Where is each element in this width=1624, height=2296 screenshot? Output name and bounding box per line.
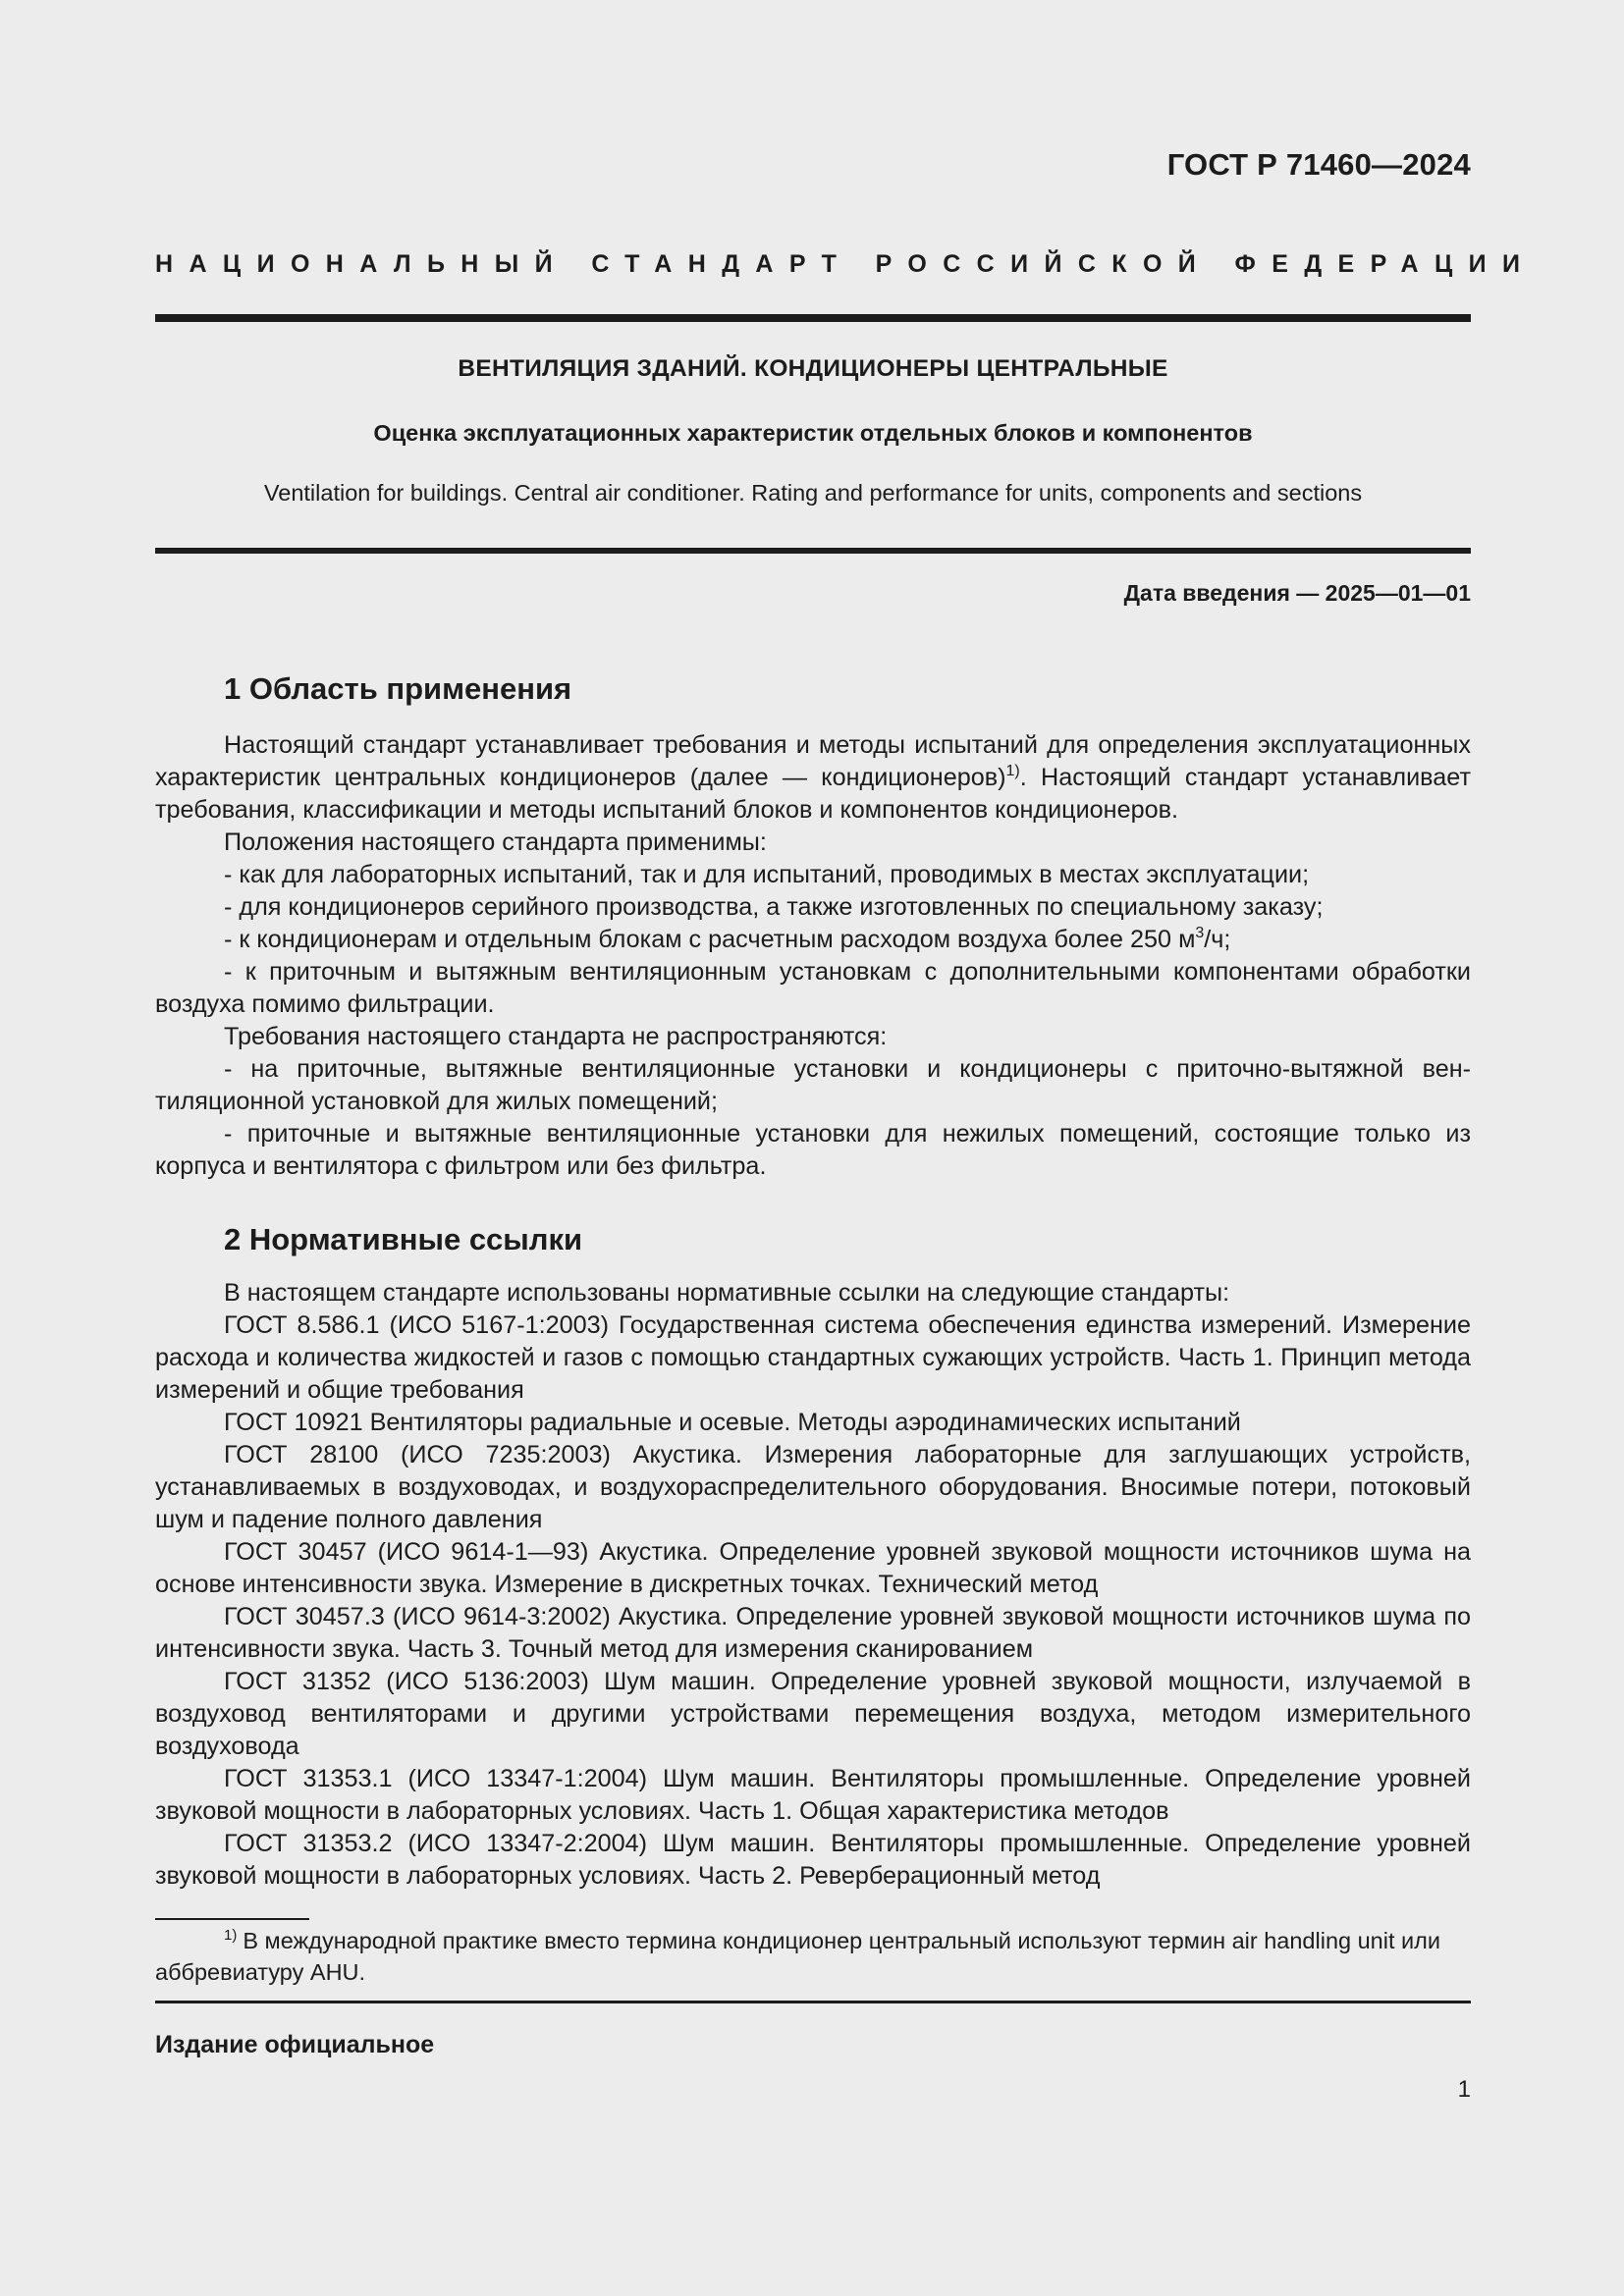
footnote-mark: 1) (224, 1927, 238, 1944)
document-subtitle: Оценка эксплуатационных характеристик отдельных блоков и компонентов (373, 420, 1253, 446)
paragraph: Положения настоящего стандарта применимы: (224, 828, 767, 856)
official-edition-label: Издание официальное (155, 2031, 435, 2058)
page-number: 1 (1457, 2076, 1471, 2103)
list-item: - к кондиционерам и отдельным блокам с расчетным расходом воздуха более 250 $м^3/ч$; (224, 925, 1231, 953)
section-heading-references: 2 Нормативные ссылки (224, 1222, 583, 1256)
english-title: Ventilation for buildings. Central air conditioner. Rating and performance for units, components and sections (263, 480, 1363, 506)
reference-item: ГОСТ 30457 (ИСО 9614-1—93) Акустика. Определение уровней звуковой мощности источников шума на основе интенсивности звука. Измерение в дискретных точках. Технический метод (155, 1538, 1471, 1598)
footnote-ref[interactable]: 1) (1005, 763, 1020, 779)
reference-item: ГОСТ 30457.3 (ИСО 9614-3:2002) Акустика. Определение уровней звуковой мощности источников шума по интенсивности звука. Часть 3. Точный метод для измерения сканированием (155, 1603, 1471, 1663)
paragraph: Требования настоящего стандарта не распространяются: (224, 1023, 888, 1050)
list-item: - на приточные, вытяжные вентиляционные установки и кондиционеры с приточно-вытяжной вентиляционной установкой для жилых помещений; (155, 1055, 1471, 1115)
top-divider (155, 314, 1471, 322)
introduction-date: Дата введения — 2025—01—01 (1123, 580, 1471, 606)
reference-item: ГОСТ 31353.2 (ИСО 13347-2:2004) Шум машин. Вентиляторы промышленные. Определение уровней звуковой мощности в лабораторных условиях. Часть 2. Реверберационный метод (155, 1830, 1471, 1890)
document-title: ВЕНТИЛЯЦИЯ ЗДАНИЙ. КОНДИЦИОНЕРЫ ЦЕНТРАЛЬНЫЕ (458, 355, 1168, 382)
national-standard-banner: НАЦИОНАЛЬНЫЙ СТАНДАРТ РОССИЙСКОЙ ФЕДЕРАЦИИ (155, 250, 1537, 278)
footer-divider (155, 2001, 1471, 2003)
document-page (155, 0, 1537, 2296)
section-scope-body (155, 729, 1471, 1183)
list-item: - к приточным и вытяжным вентиляционным установкам с дополнительными компонентами обработки воздуха помимо фильтрации. (155, 958, 1471, 1018)
section-heading-scope: 1 Область применения (224, 671, 572, 706)
reference-item: ГОСТ 10921 Вентиляторы радиальные и осевые. Методы аэродинамических испытаний (224, 1409, 1241, 1436)
section-references-body (155, 1277, 1471, 1893)
list-item: - для кондиционеров серийного производства, а также изготовленных по специальному заказу; (224, 893, 1324, 921)
reference-item: ГОСТ 31352 (ИСО 5136:2003) Шум машин. Определение уровней звуковой мощности, излучаемой в воздуховод вентиляторами и другими устройствами перемещения воздуха, методом измерительного воздуховода (155, 1668, 1471, 1760)
reference-item: ГОСТ 28100 (ИСО 7235:2003) Акустика. Измерения лабораторные для заглушающих устройств, устанавливаемых в воздуховодах, и воздухораспределительного оборудования. Вносимые потери, потоковый шум и падение полного давления (155, 1441, 1471, 1533)
footnote (155, 1925, 1471, 1988)
list-item: - как для лабораторных испытаний, так и для испытаний, проводимых в местах эксплуатации; (224, 861, 1310, 888)
title-divider (155, 548, 1471, 554)
paragraph: Настоящий стандарт устанавливает требования и методы испытаний для определения эксплуатационных характеристик центральных кондиционеров (далее — кондиционеров)$^{1)}$. Настоящий стандарт устанавливает требования, классификации и методы испытаний блоков и компонентов кондиционеров. (155, 731, 1471, 824)
footnote-text: В международной практике вместо термина кондиционер центральный используют термин air handling unit или аббревиатуру AHU. (155, 1928, 1440, 1985)
reference-item: ГОСТ 31353.1 (ИСО 13347-1:2004) Шум машин. Вентиляторы промышленные. Определение уровней звуковой мощности в лабораторных условиях. Часть 1. Общая характеристика методов (155, 1765, 1471, 1825)
reference-item: ГОСТ 8.586.1 (ИСО 5167-1:2003) Государственная система обеспечения единства измерений. Измерение расхода и количества жидкостей и газов с помощью стандартных сужающих устройств. Часть 1. Принцип метода измерений и общие требования (155, 1311, 1471, 1404)
list-item: - приточные и вытяжные вентиляционные установки для нежилых помещений, состоящие только из корпуса и вентилятора с фильтром или без фильтра. (155, 1120, 1471, 1180)
footnote-divider (155, 1918, 309, 1920)
standard-number: ГОСТ Р 71460—2024 (1166, 147, 1471, 182)
paragraph: В настоящем стандарте использованы нормативные ссылки на следующие стандарты: (224, 1279, 1230, 1307)
